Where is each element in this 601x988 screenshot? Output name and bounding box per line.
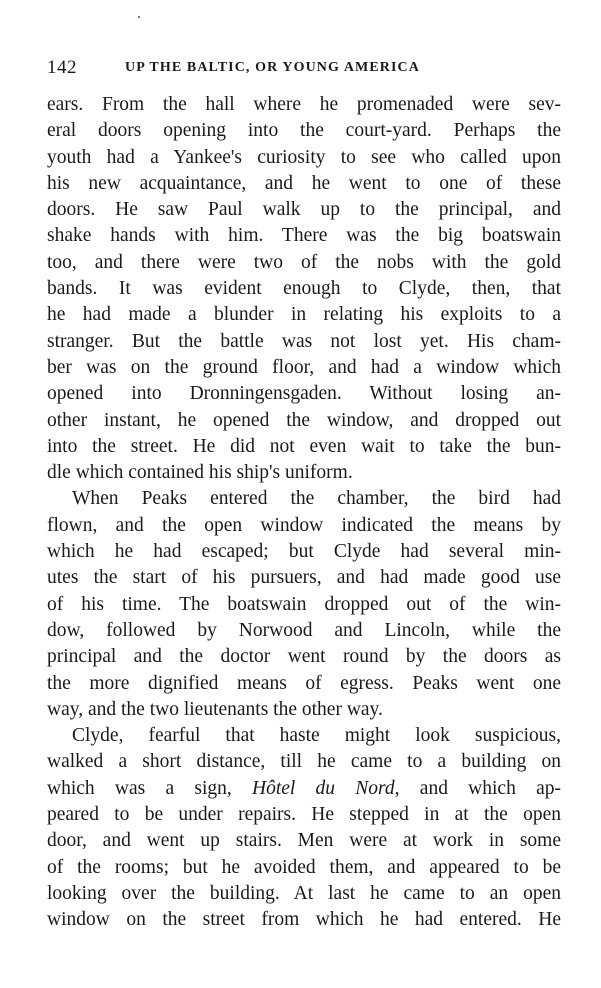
text-line: peared to be under repairs. He stepped in at the open (47, 804, 561, 826)
body-text (47, 92, 561, 934)
text-line: ears. From the hall where he promenaded were sev- (47, 94, 561, 115)
text-line: principal and the doctor went round by the doors as (47, 646, 561, 668)
text-line-with-sign (47, 776, 561, 802)
hotel-sign-name: Hôtel du Nord (251, 777, 395, 799)
text-line: looking over the building. At last he came to an open (47, 882, 561, 904)
sign-line-before: which was a sign, (47, 777, 252, 799)
text-line: eral doors opening into the court-yard. Perhaps the (47, 120, 561, 142)
text-line: dle which contained his ship's uniform. (47, 462, 353, 484)
text-line: ber was on the ground floor, and had a window which (47, 356, 561, 378)
text-line: the more dignified means of egress. Peaks went one (47, 672, 561, 694)
text-line: door, and went up stairs. Men were at work in some (47, 830, 561, 852)
text-line: of the rooms; but he avoided them, and appeared to be (47, 856, 561, 878)
sign-line-after: , and which ap- (394, 777, 561, 799)
paragraph-1 (47, 92, 561, 486)
text-line: way, and the two lieutenants the other way. (47, 698, 383, 720)
text-line: he had made a blunder in relating his exploits to a (47, 304, 561, 326)
text-line: dow, followed by Norwood and Lincoln, while the (47, 619, 561, 641)
text-line: walked a short distance, till he came to a building on (47, 751, 561, 773)
text-line: stranger. But the battle was not lost yet. His cham- (47, 330, 561, 352)
text-line: his new acquaintance, and he went to one of these (47, 172, 561, 194)
text-line: too, and there were two of the nobs with the gold (47, 251, 561, 273)
page-speck (138, 16, 140, 18)
page-number: 142 (47, 57, 77, 78)
text-line: which he had escaped; but Clyde had several min- (47, 541, 561, 563)
text-line: youth had a Yankee's curiosity to see who called upon (47, 146, 561, 168)
running-title: UP THE BALTIC, OR YOUNG AMERICA (125, 60, 420, 75)
text-line: utes the start of his pursuers, and had made good use (47, 567, 561, 589)
text-line: window on the street from which he had entered. He (47, 909, 561, 931)
text-line: into the street. He did not even wait to take the bun- (47, 435, 561, 457)
text-line: Clyde, fearful that haste might look suspicious, (72, 725, 561, 747)
text-line: of his time. The boatswain dropped out of the win- (47, 593, 561, 615)
text-line: shake hands with him. There was the big boatswain (47, 225, 561, 247)
text-line: When Peaks entered the chamber, the bird had (72, 488, 561, 510)
text-line: doors. He saw Paul walk up to the principal, and (47, 199, 561, 221)
text-line: bands. It was evident enough to Clyde, then, that (47, 278, 561, 300)
text-line: opened into Dronningensgaden. Without losing an- (47, 383, 561, 405)
book-page (47, 0, 561, 988)
running-head (47, 57, 561, 79)
text-line: flown, and the open window indicated the means by (47, 514, 561, 536)
text-line: other instant, he opened the window, and dropped out (47, 409, 561, 431)
paragraph-3 (47, 723, 561, 933)
paragraph-2 (47, 486, 561, 723)
